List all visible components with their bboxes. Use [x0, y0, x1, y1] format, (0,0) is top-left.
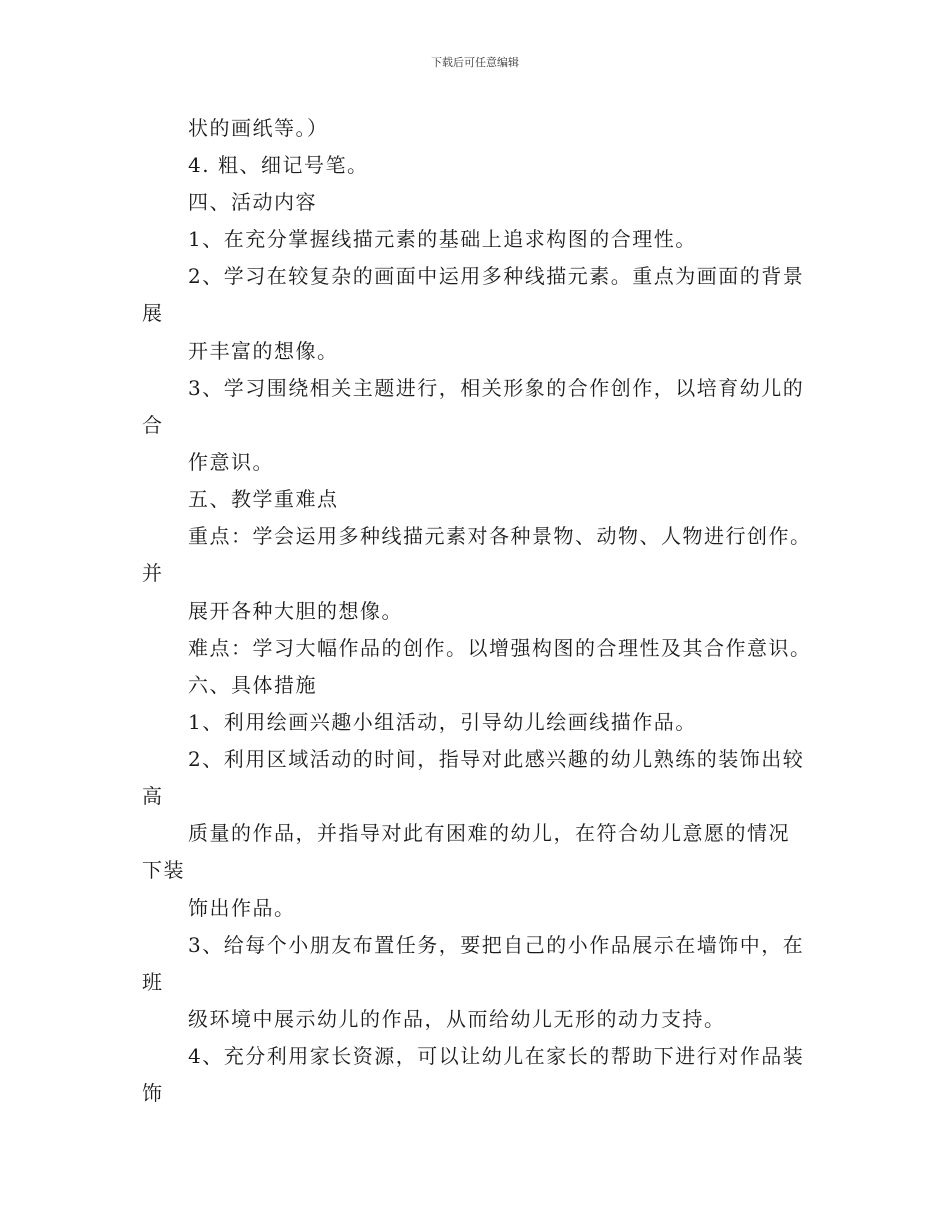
text-line: 并: [142, 561, 164, 585]
section-heading: 六、具体措施: [188, 673, 317, 697]
text-line: 展: [142, 301, 164, 325]
text-line: 2、利用区域活动的时间，指导对此感兴趣的幼儿熟练的装饰出较: [188, 747, 805, 771]
section-heading: 五、教学重难点: [188, 487, 339, 511]
text-line: 4、充分利用家长资源，可以让幼儿在家长的帮助下进行对作品装: [188, 1044, 805, 1068]
text-line: 高: [142, 784, 164, 808]
text-line: 饰: [142, 1081, 164, 1105]
text-line: 重点：学会运用多种线描元素对各种景物、动物、人物进行创作。: [188, 524, 812, 548]
text-line: 难点：学习大幅作品的创作。以增强构图的合理性及其合作意识。: [188, 636, 812, 660]
section-heading: 四、活动内容: [188, 190, 317, 214]
text-line: 饰出作品。: [188, 896, 296, 920]
text-line: 展开各种大胆的想像。: [188, 599, 403, 623]
text-line: 开丰富的想像。: [188, 339, 339, 363]
page-header: 下载后可任意编辑: [431, 56, 519, 69]
text-line: 级环境中展示幼儿的作品，从而给幼儿无形的动力支持。: [188, 1007, 726, 1031]
text-line: 作意识。: [188, 450, 274, 474]
text-line: 1、利用绘画兴趣小组活动，引导幼儿绘画线描作品。: [188, 710, 697, 734]
text-line: 下装: [142, 858, 185, 882]
text-line: 3、给每个小朋友布置任务，要把自己的小作品展示在墙饰中，在: [188, 933, 805, 957]
text-line: 1、在充分掌握线描元素的基础上追求构图的合理性。: [188, 227, 697, 251]
text-line: 4. 粗、细记号笔。: [188, 153, 369, 177]
text-line: 2、学习在较复杂的画面中运用多种线描元素。重点为画面的背景: [188, 264, 805, 288]
text-line: 合: [142, 413, 164, 437]
text-line: 班: [142, 970, 164, 994]
text-line: 质量的作品，并指导对此有困难的幼儿，在符合幼儿意愿的情况: [188, 821, 790, 845]
text-line: 3、学习围绕相关主题进行，相关形象的合作创作，以培育幼儿的: [188, 376, 805, 400]
text-line: 状的画纸等。）: [188, 116, 329, 140]
